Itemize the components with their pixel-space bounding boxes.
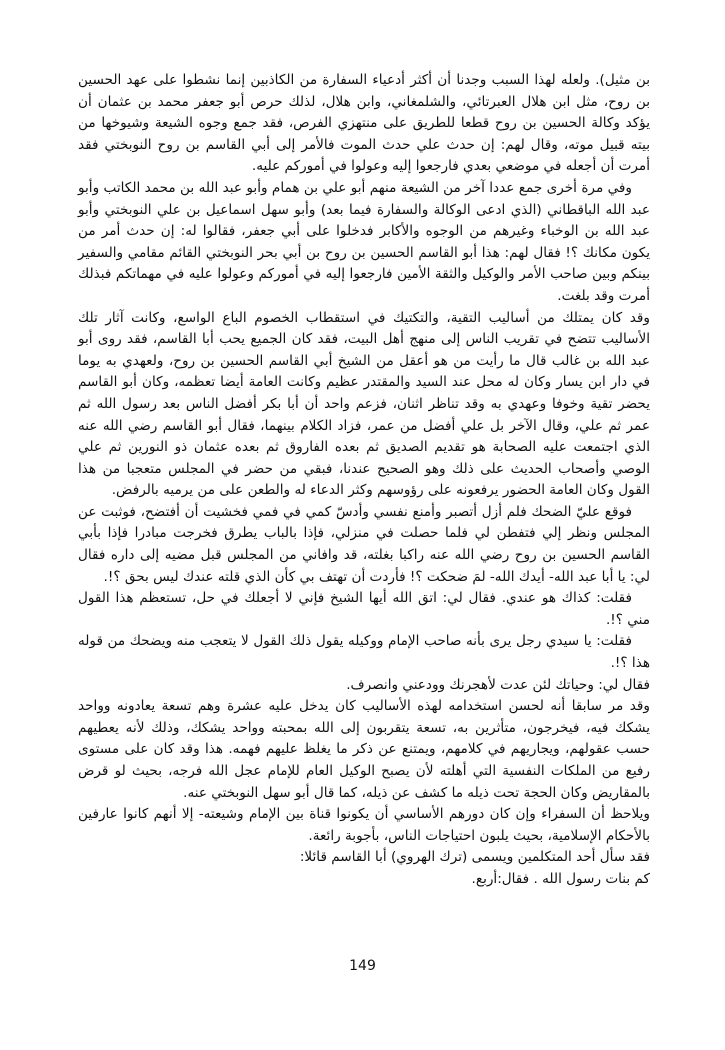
page-body	[78, 70, 650, 891]
paragraph-9: ويلاحظ أن السفراء وإن كان دورهم الأساسي أن يكونوا قناة بين الإمام وشيعته- إلا أنهم كانوا عارفين بالأحكام الإسلامية، بحيث يلبون احتياجات الناس، بأجوبة رائعة.	[78, 806, 650, 844]
paragraph-8: وقد مر سابقا أنه لحسن استخدامه لهذه الأساليب كان يدخل عليه عشرة وهم تسعة يعادونه وواحد يشكك فيه، فيخرجون، متأثرين به، تسعة يتقربون إلى الله بمحبته وواحد يشكك، وذلك لأنه يعطيهم حسب عقولهم، ويجاريهم في كلامهم، ويمتنع عن ذكر ما يغلظ عليهم فهمه. هذا وقد كان على مستوى رفيع من الملكات النفسية التي أهلته لأن يصبح الوكيل العام للإمام عجل الله فرجه، بحيث لو قرض بالمقاريض وكان الحجة تحت ذيله ما كشف عن ذيله، كما قال أبو سهل النوبختي عنه.	[78, 698, 650, 801]
paragraph-11: كم بنات رسول الله . فقال:أربع.	[471, 870, 650, 887]
paragraph-10: فقد سأل أحد المتكلمين ويسمى (ترك الهروي) أبا القاسم قائلا:	[299, 849, 650, 866]
paragraph-7: فقال لي: وحياتك لئن عدت لأهجرنك وودعني وانصرف.	[346, 676, 650, 693]
paragraph-3: وقد كان يمتلك من أساليب التقية، والتكتيك في استقطاب الخصوم الباع الواسع، وكانت آثار تلك الأساليب تتضح في تقريب الناس إلى منهج أهل البيت، فقد كان الجميع يحب أبا القاسم، فقد روى أبو عبد الله بن غالب قال ما رأيت من هو أعقل من الشيخ أبي القاسم الحسين بن روح، ولعهدي به يوما في دار ابن يسار وكان له محل عند السيد والمقتدر عظيم وكانت العامة أيضا تعظمه، وكان أبو القاسم يحضر تقية وخوفا وعهدي به وقد تناظر اثنان، فزعم واحد أن أبا بكر أفضل الناس بعد رسول الله ثم عمر ثم علي، وقال الآخر بل علي أفضل من عمر، فزاد الكلام بينهما، فقال أبو القاسم رضي الله عنه الذي اجتمعت عليه الصحابة هو تقديم الصديق ثم بعده الفاروق ثم بعده عثمان ذو النورين ثم علي الوصي وأصحاب الحديث على ذلك وهو الصحيح عندنا، فبقي من حضر في المجلس متعجبا من هذا القول وكان العامة الحضور يرفعونه على رؤوسهم وكثر الدعاء له والطعن على من يرميه بالرفض.	[78, 309, 650, 499]
paragraph-2: وفي مرة أخرى جمع عددا آخر من الشيعة منهم أبو علي بن همام وأبو عبد الله بن محمد الكاتب وأبو عبد الله الباقطاني (الذي ادعى الوكالة والسفارة فيما بعد) وأبو سهل اسماعيل بن علي النوبختي وأبو عبد الله بن الوخباء وغيرهم من الوجوه والأكابر فدخلوا على أبي جعفر، فقالوا له: إن حدث أمر من يكون مكانك ؟! فقال لهم: هذا أبو القاسم الحسين بن روح بن أبي بحر النوبختي القائم مقامي والسفير بينكم وبين صاحب الأمر والوكيل والثقة الأمين فارجعوا إليه في أموركم وعولوا عليه في مهماتكم فبذلك أمرت وقد بلغت.	[78, 179, 650, 304]
paragraph-6: فقلت: يا سيدي رجل يرى بأنه صاحب الإمام ووكيله يقول ذلك القول لا يتعجب منه ويضحك من قوله هذا ؟!.	[78, 633, 650, 672]
page-number: 149	[349, 958, 376, 974]
paragraph-4: فوقع عليّ الضحك فلم أزل أتصبر وأمنع نفسي وأدسّ كمي في فمي فخشيت أن أفتضح، فوثبت عن المجلس ونظر إلي فتفطن لي فلما حصلت في منزلي، فإذا بالباب يطرق فخرجت مبادرا فإذا بأبي القاسم الحسين بن روح رضي الله عنه راكبا بغلته، قد وافاني من المجلس قبل مضيه إلى داره فقال لي: يا أبا عبد الله- أيدك الله- لمَ ضحكت ؟! فأردت أن تهتف بي كأن الذي قلته عندك ليس بحق ؟!.	[78, 503, 650, 585]
paragraph-5: فقلت: كذاك هو عندي. فقال لي: اتق الله أيها الشيخ فإني لا أجعلك في حل، تستعظم هذا القول مني ؟!.	[78, 590, 650, 628]
paragraph-1: بن مثيل). ولعله لهذا السبب وجدنا أن أكثر أدعياء السفارة من الكاذبين إنما نشطوا على عهد الحسين بن روح، مثل ابن هلال العبرتائي، والشلمغاني، وابن هلال، لذلك حرص أبو جعفر محمد بن عثمان أن يؤكد وكالة الحسين بن روح قطعا للطريق على منتهزي الفرص، فقد جمع وجوه الشيعة وشيوخها من بيته قبيل موته، وقال لهم: إن حدث علي حدث الموت فالأمر إلى أبي القاسم بن روح النوبختي فقد أمرت أن أجعله في موضعي بعدي فارجعوا إليه وعولوا في أموركم عليه.	[78, 72, 650, 175]
